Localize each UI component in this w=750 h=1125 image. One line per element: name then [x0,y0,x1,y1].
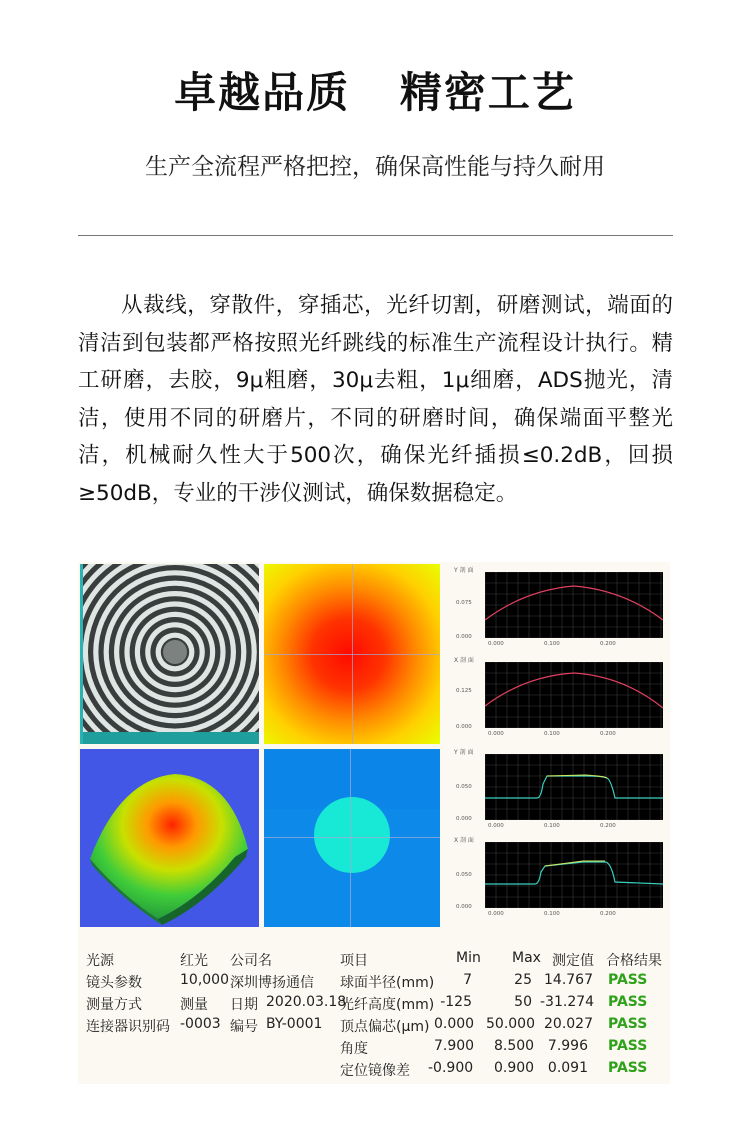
row-result: PASS [608,1038,648,1054]
info-value: 深圳博扬通信 [230,975,314,991]
row-result: PASS [608,1060,648,1076]
info-key: 日期 [230,997,258,1013]
row-result: PASS [608,1016,648,1032]
crosshair-horizontal [264,837,440,838]
col-header-item: 项目 [340,953,368,969]
x-tick: 0.000 [488,641,504,647]
y-tick: 0.000 [456,816,472,822]
info-key: 测量方式 [86,997,142,1013]
graph-plot-area [485,842,663,908]
interference-fringe-image [80,564,259,744]
row-value: 14.767 [544,972,593,988]
y-tick: 0.000 [456,634,472,640]
graph-label: X 剖 面 [454,657,474,664]
profile-graph-3 [450,746,666,836]
height-map-2d-image [264,564,440,744]
row-value: 20.027 [544,1016,593,1032]
x-tick: 0.000 [488,731,504,737]
info-value: -0003 [180,1016,221,1032]
row-min: -125 [440,994,472,1010]
info-key: 连接器识别码 [86,1019,170,1035]
y-tick: 0.050 [456,872,472,878]
graph-plot-area [485,754,663,820]
y-tick: 0.000 [456,904,472,910]
divider [78,235,673,236]
fringe-rings-graphic [80,564,259,744]
intro-paragraph: 从裁线，穿散件，穿插芯，光纤切割，研磨测试，端面的清洁到包装都严格按照光纤跳线的标准生产流程设计执行。精工研磨，去胶，9μ粗磨，30μ去粗，1μ细磨，ADS抛光，清洁，使用不同的研磨片，不同的研磨时间，确保端面平整光洁，机械耐久性大于500次，确保光纤插损≤0.2dB，回损≥50dB，专业的干涉仪测试，确保数据稳定。 [78,293,673,506]
graph-label: Y 剖 面 [454,567,474,574]
row-max: 8.500 [494,1038,535,1054]
info-key: 编号 [230,1019,258,1035]
x-tick: 0.100 [544,823,560,829]
graph-label: X 剖 面 [454,837,474,844]
row-value: -31.274 [540,994,595,1010]
page-subtitle: 生产全流程严格把控，确保高性能与持久耐用 [145,154,605,180]
graph-plot-area [485,662,663,728]
row-max: 50.000 [486,1016,535,1032]
x-tick: 0.200 [600,911,616,917]
col-header-min: Min [456,950,481,966]
interferometer-report-figure [78,562,670,1084]
x-tick: 0.100 [544,731,560,737]
col-header-max: Max [512,950,541,966]
x-tick: 0.000 [488,911,504,917]
page-title: 卓越品质 精密工艺 [174,68,576,117]
graph-label: Y 剖 面 [454,749,474,756]
y-tick: 0.075 [456,600,472,606]
graph-plot-area [485,572,663,638]
row-max: 0.900 [494,1060,535,1076]
x-tick: 0.100 [544,911,560,917]
surface-3d-image [80,749,259,927]
fiber-core-graphic [264,749,440,927]
info-value: 2020.03.18 [266,994,347,1010]
row-min: -0.900 [428,1060,474,1076]
info-value: 测量 [180,997,208,1013]
row-min: 7.900 [434,1038,475,1054]
fiber-height-map-image [264,749,440,927]
col-header-value: 测定值 [552,953,594,969]
row-min: 7 [463,972,472,988]
profile-graph-2 [450,654,666,744]
info-key: 镜头参数 [86,975,142,991]
info-value: 10,000 [180,972,229,988]
crosshair-vertical [352,564,353,744]
crosshair-vertical [350,749,351,927]
info-key: 公司名 [230,953,272,969]
row-item: 角度 [340,1041,368,1057]
row-result: PASS [608,994,648,1010]
info-value: 红光 [180,953,208,969]
dome-3d-graphic [80,749,259,927]
x-tick: 0.200 [600,641,616,647]
x-tick: 0.200 [600,731,616,737]
row-value: 0.091 [547,1060,588,1076]
row-result: PASS [608,972,648,988]
profile-graph-1 [450,564,666,654]
info-key: 光源 [86,953,114,969]
row-value: 7.996 [547,1038,588,1054]
x-tick: 0.000 [488,823,504,829]
col-header-result: 合格结果 [606,953,662,969]
row-min: 0.000 [434,1016,475,1032]
y-tick: 0.050 [456,784,472,790]
row-item: 球面半径(mm) [340,975,435,991]
row-max: 50 [514,994,532,1010]
row-item: 定位镜像差 [340,1063,410,1079]
profile-graph-4 [450,834,666,924]
row-max: 25 [514,972,532,988]
x-tick: 0.100 [544,641,560,647]
y-tick: 0.000 [456,724,472,730]
info-value: BY-0001 [266,1016,323,1032]
row-item: 顶点偏芯(μm) [340,1019,430,1035]
y-tick: 0.125 [456,688,472,694]
x-tick: 0.200 [600,823,616,829]
row-item: 光纤高度(mm) [340,997,435,1013]
